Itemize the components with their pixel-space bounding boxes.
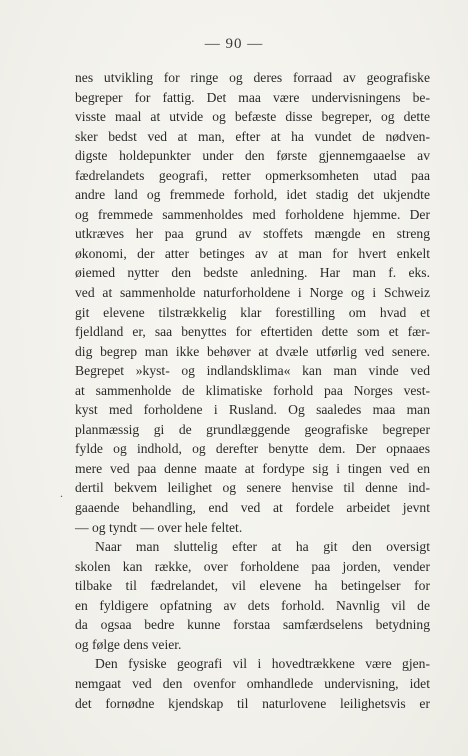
- text-line: begreper for fattig. Det maa være undervisningens be-: [75, 89, 430, 105]
- text-line: dig begrep man ikke behøver at dvæle utførlig ved senere.: [75, 343, 430, 359]
- text-line: og fremmede sammenholdes med forholdene hjemme. Der: [75, 206, 430, 222]
- text-line: skolen kan række, over forholdene paa jorden, vender: [75, 558, 430, 574]
- text-line: Den fysiske geografi vil i hovedtrækkene være gjen-: [95, 656, 430, 672]
- margin-mark: .: [60, 486, 63, 500]
- text-line: sker bedst ved at man, efter at ha vundet de nødven-: [75, 128, 430, 144]
- text-line: gaaende behandling, end ved at fordele arbeidet jevnt: [75, 500, 430, 516]
- text-line: det fornødne kjendskap til naturlovene leilighetsvis er: [75, 695, 430, 711]
- body-text: [75, 68, 430, 713]
- text-line: fædrelandets geografi, retter opmerksomheten utad paa: [75, 167, 430, 183]
- text-line: nes utvikling for ringe og deres forraad av geografiske: [75, 70, 430, 85]
- text-line: utkræves her paa grund av stoffets mængde en streng: [75, 226, 430, 242]
- text-line: og følge dens veier.: [75, 636, 182, 652]
- text-line: planmæssig gi de grundlæggende geografiske begreper: [75, 421, 430, 437]
- text-line: — og tyndt — over hele feltet.: [75, 519, 243, 535]
- text-line: andre land og fremmede forhold, idet stadig det ukjendte: [75, 187, 430, 203]
- text-line: fjeldland er, saa benyttes for eftertiden dette som et fær-: [75, 324, 430, 340]
- text-line: kyst med forholdene i Rusland. Og saaledes maa man: [75, 402, 430, 418]
- text-line: Begrepet »kyst- og indlandsklima« kan man vinde ved: [75, 363, 430, 379]
- text-line: git elevene tilstrækkelig klar forestilling om hvad et: [75, 304, 430, 320]
- text-line: en fyldigere opfatning av dets forhold. Navnlig vil de: [75, 597, 430, 613]
- page-number: — 90 —: [204, 36, 264, 52]
- text-line: at sammenholde de klimatiske forhold paa Norges vest-: [75, 382, 430, 398]
- text-line: nemgaat ved den ovenfor omhandlede undervisning, idet: [75, 675, 430, 691]
- text-line: da ogsaa bedre kunne forstaa samfærdselens betydning: [75, 617, 430, 633]
- text-line: fylde og indhold, og derefter benytte dem. Der opnaaes: [75, 441, 430, 457]
- text-line: visste maal at utvide og befæste disse begreper, og dette: [75, 109, 430, 125]
- text-line: øiemed nytter den bedste anledning. Har man f. eks.: [75, 265, 430, 281]
- text-line: digste holdepunkter under den første gjennemgaaelse av: [75, 148, 430, 164]
- text-line: tilbake til fædrelandet, vil elevene ha betingelser for: [75, 578, 430, 594]
- text-line: dertil bekvem leilighet og senere henvise til denne ind-: [75, 480, 430, 496]
- text-line: ved at sammenholde naturforholdene i Norge og i Schweiz: [75, 285, 430, 301]
- text-line: Naar man sluttelig efter at ha git den oversigt: [95, 539, 430, 555]
- text-line: mere ved paa denne maate at fordype sig i tingen ved en: [75, 460, 430, 476]
- text-line: økonomi, der atter betinges av at man for hvert enkelt: [75, 245, 430, 261]
